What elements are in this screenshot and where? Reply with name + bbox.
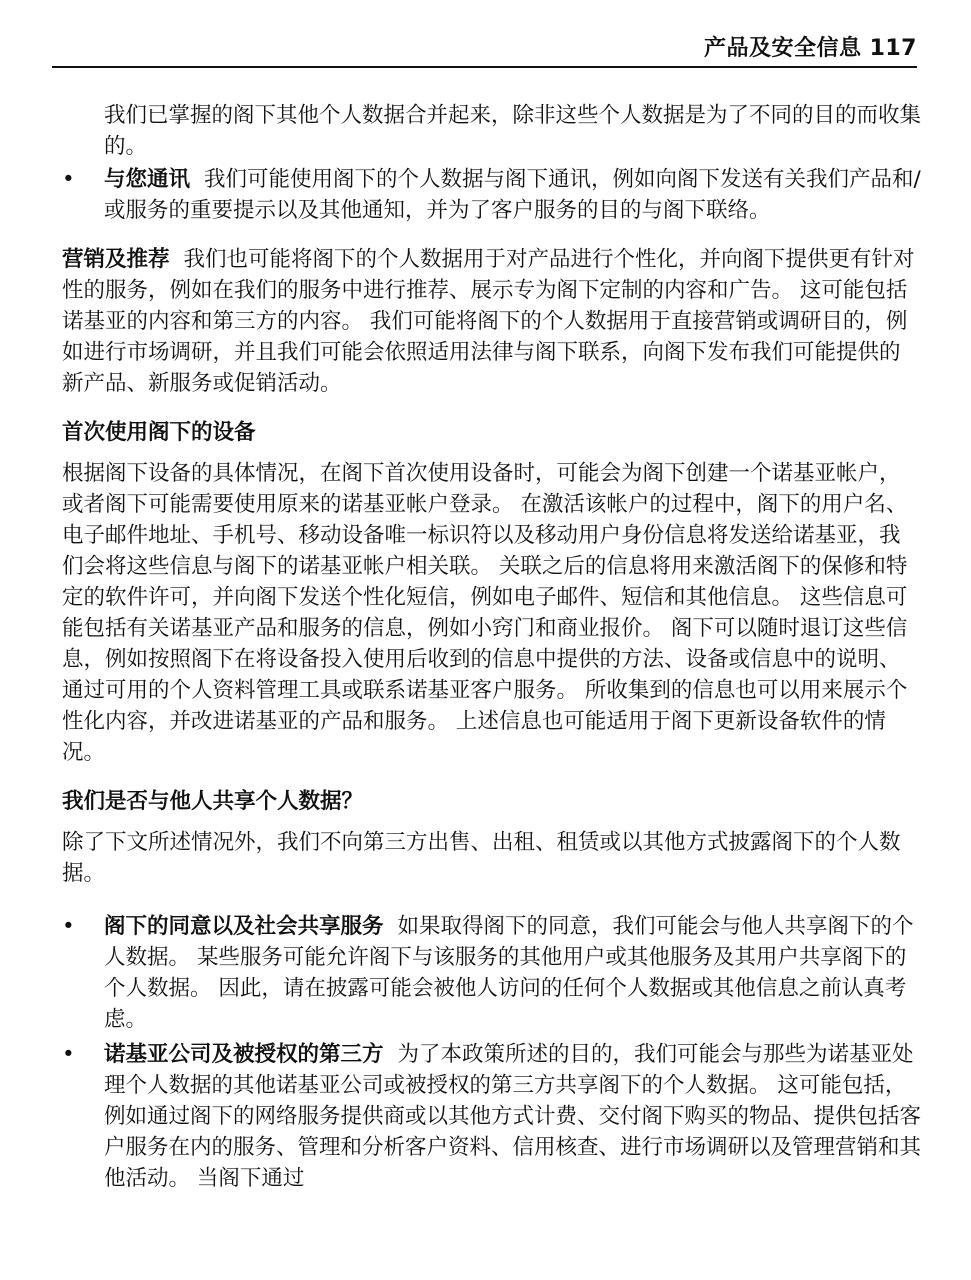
page-header [52,34,917,68]
bullet-icon: • [62,167,75,192]
marketing-text: 我们也可能将阁下的个人数据用于对产品进行个性化，并向阁下提供更有针对性的服务，例如在我们的服务中进行推荐、展示专为阁下定制的内容和广告。 这可能包括诺基亚的内容和第三方的内容。 我们可能将阁下的个人数据用于直接营销或调研目的，例如进行市场调研，并且我们可能会依照适用法律与阁下联系，向阁下发布我们可能提供的新产品、新服务或促销活动。 [62,247,915,396]
sharing-bullet-list [62,911,921,1194]
marketing-paragraph [62,244,921,399]
page-content [62,100,921,1198]
sharing-paragraph: 除了下文所述情况外，我们不向第三方出售、出租、租赁或以其他方式披露阁下的个人数据。 [62,830,901,886]
bullet-title: 阁下的同意以及社会共享服务 [104,914,384,939]
section-heading-sharing: 我们是否与他人共享个人数据？ [62,789,364,814]
bullet-third-parties [62,1039,921,1194]
page-number: 117 [869,36,917,61]
continued-paragraph: 我们已掌握的阁下其他个人数据合并起来，除非这些个人数据是为了不同的目的而收集的。 [104,103,922,159]
bullet-text: 如果取得阁下的同意，我们可能会与他人共享阁下的个人数据。 某些服务可能允许阁下与该服务的其他用户或其他服务及其用户共享阁下的个人数据。 因此，请在披露可能会被他人访问的任何个人数据或其他信息之前认真考虑。 [104,914,914,1032]
header-title: 产品及安全信息 [704,36,862,61]
bullet-title: 与您通讯 [104,167,191,192]
section-heading-first-use: 首次使用阁下的设备 [62,420,256,445]
bullet-communication [62,164,921,226]
first-use-paragraph: 根据阁下设备的具体情况，在阁下首次使用设备时，可能会为阁下创建一个诺基亚帐户，或者阁下可能需要使用原来的诺基亚帐户登录。 在激活该帐户的过程中，阁下的用户名、电子邮件地址、手机号、移动设备唯一标识符以及移动用户身份信息将发送给诺基亚，我们会将这些信息与阁下的诺基亚帐户相关联。 关联之后的信息将用来激活阁下的保修和特定的软件许可，并向阁下发送个性化短信，例如电子邮件、短信和其他信息。 这些信息可能包括有关诺基亚产品和服务的信息，例如小窍门和商业报价。 阁下可以随时退订这些信息，例如按照阁下在将设备投入使用后收到的信息中提供的方法、设备或信息中的说明、通过可用的个人资料管理工具或联系诺基亚客户服务。 所收集到的信息也可以用来展示个性化内容，并改进诺基亚的产品和服务。 上述信息也可能适用于阁下更新设备软件的情况。 [62,461,908,765]
bullet-title: 诺基亚公司及被授权的第三方 [104,1042,384,1067]
bullet-icon: • [62,914,75,939]
marketing-title: 营销及推荐 [62,247,170,272]
bullet-text: 为了本政策所述的目的，我们可能会与那些为诺基亚处理个人数据的其他诺基亚公司或被授权的第三方共享阁下的个人数据。 这可能包括，例如通过阁下的网络服务提供商或以其他方式计费、交付阁下购买的物品、提供包括客户服务在内的服务、管理和分析客户资料、信用核查、进行市场调研以及管理营销和其他活动。 当阁下通过 [104,1042,922,1191]
bullet-icon: • [62,1042,75,1067]
bullet-consent [62,911,921,1035]
bullet-text: 我们可能使用阁下的个人数据与阁下通讯，例如向阁下发送有关我们产品和/或服务的重要提示以及其他通知，并为了客户服务的目的与阁下联络。 [104,167,921,223]
